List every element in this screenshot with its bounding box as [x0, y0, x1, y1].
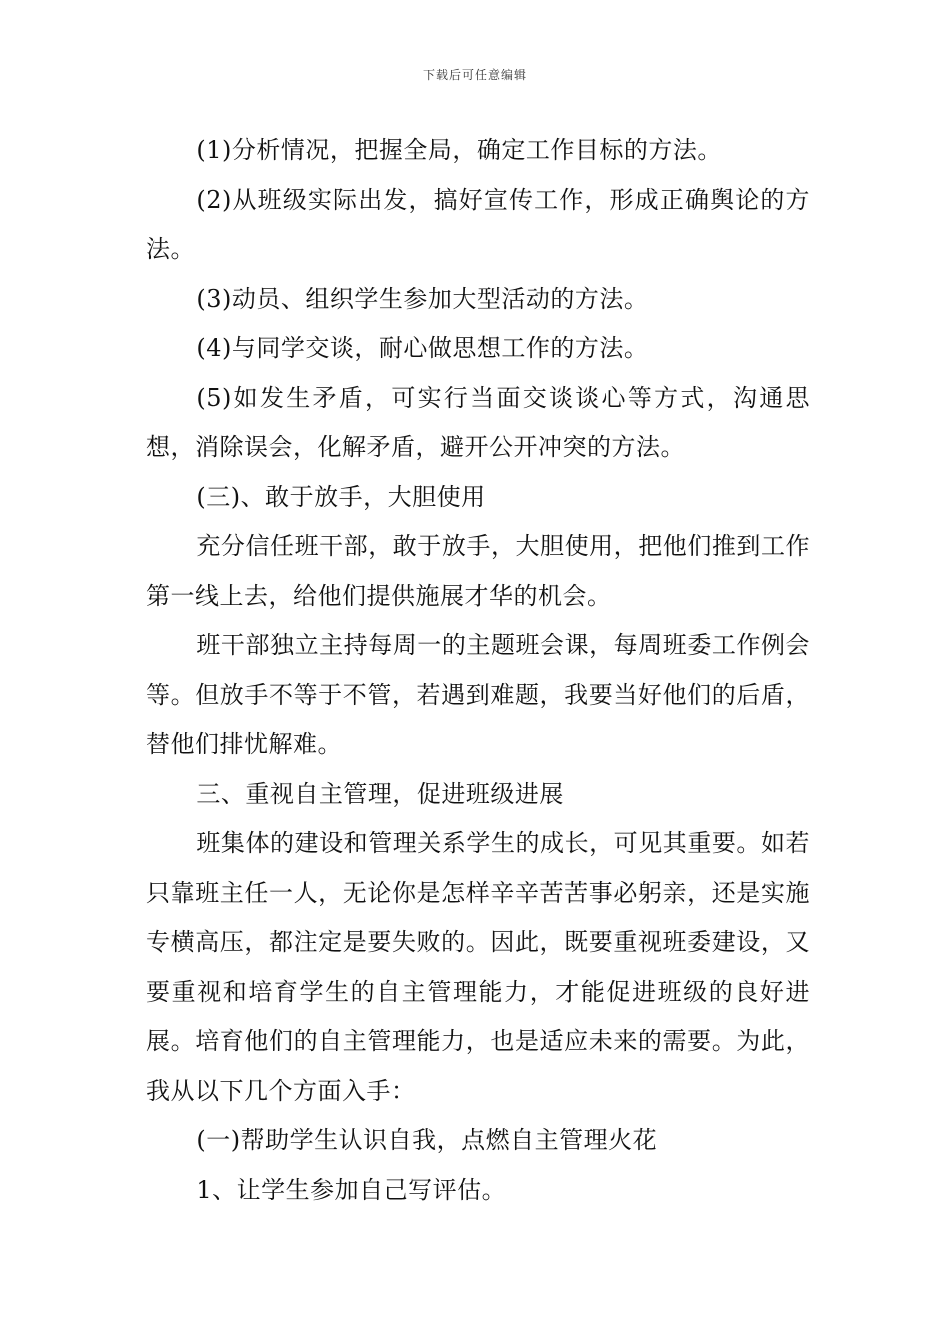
document-body — [146, 126, 810, 1215]
chapter-heading: 三、重视自主管理，促进班级进展 — [196, 779, 564, 808]
list-item-1: 1、让学生参加自己写评估。 — [196, 1175, 507, 1204]
body-paragraph: 班集体的建设和管理关系学生的成长，可见其重要。如若只靠班主任一人，无论你是怎样辛辛苦苦事必躬亲，还是实施专横高压，都注定是要失败的。因此，既要重视班委建设，又要重视和培育学生的自主管理能力，才能促进班级的良好进展。培育他们的自主管理能力，也是适应未来的需要。为此，我从以下几个方面入手： — [146, 829, 810, 1105]
method-item-1: (1)分析情况，把握全局，确定工作目标的方法。 — [196, 136, 722, 164]
section-heading-3: (三)、敢于放手，大胆使用 — [196, 482, 486, 511]
method-item-2: (2)从班级实际出发，搞好宣传工作，形成正确舆论的方法。 — [146, 185, 810, 263]
body-paragraph: 充分信任班干部，敢于放手，大胆使用，把他们推到工作第一线上去，给他们提供施展才华的机会。 — [146, 532, 810, 610]
method-item-4: (4)与同学交谈，耐心做思想工作的方法。 — [196, 334, 649, 362]
body-paragraph: 班干部独立主持每周一的主题班会课，每周班委工作例会等。但放手不等于不管，若遇到难题，我要当好他们的后盾，替他们排忧解难。 — [146, 631, 810, 758]
method-item-3: (3)动员、组织学生参加大型活动的方法。 — [196, 284, 649, 313]
page-header: 下载后可任意编辑 — [422, 68, 527, 82]
section-heading-1: (一)帮助学生认识自我，点燃自主管理火花 — [196, 1126, 658, 1154]
method-item-5: (5)如发生矛盾，可实行当面交谈谈心等方式，沟通思想，消除误会，化解矛盾，避开公开冲突的方法。 — [146, 383, 810, 461]
